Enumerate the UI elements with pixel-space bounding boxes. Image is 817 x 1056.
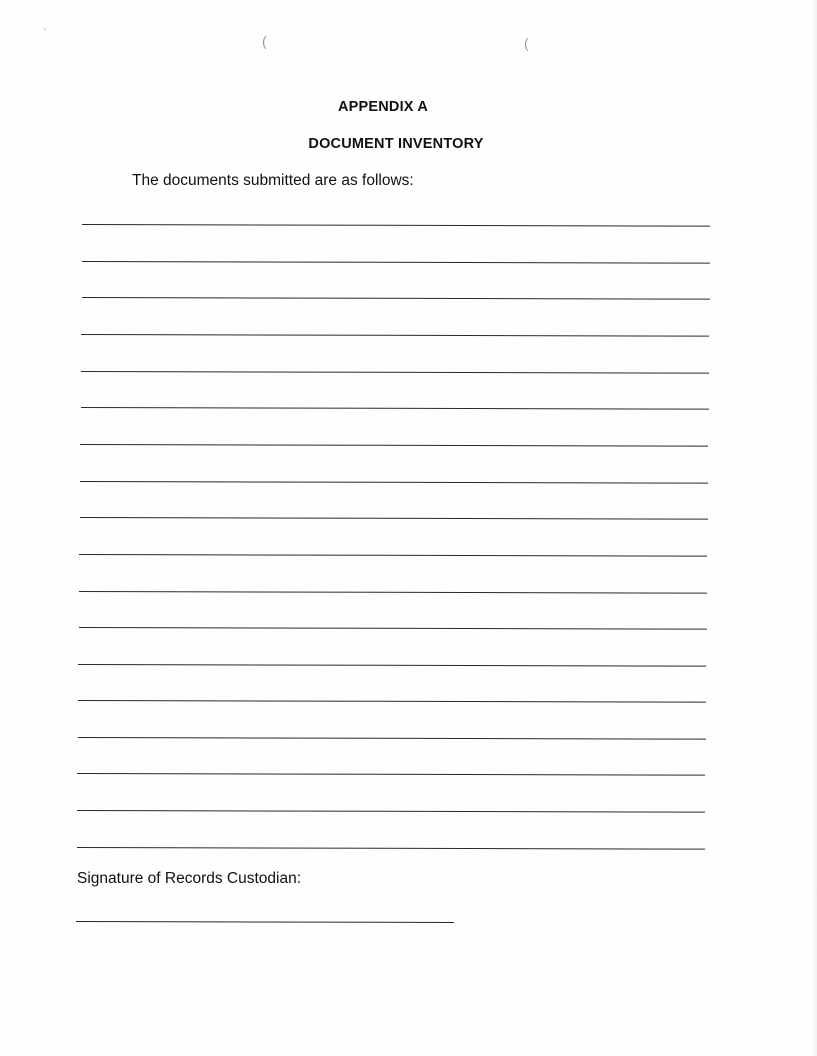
page-title: APPENDIX A [337,99,429,115]
inventory-line[interactable] [80,481,708,484]
scan-mark: ( [524,35,529,51]
inventory-line[interactable] [79,627,707,630]
inventory-line[interactable] [82,261,710,264]
scan-mark: ( [262,33,267,49]
inventory-line[interactable] [78,700,706,703]
inventory-line[interactable] [79,554,707,557]
inventory-line[interactable] [81,334,709,337]
inventory-line[interactable] [79,591,707,594]
inventory-line[interactable] [78,664,706,667]
inventory-line[interactable] [77,810,705,813]
signature-label: Signature of Records Custodian: [77,870,302,887]
inventory-line[interactable] [80,444,708,447]
inventory-line[interactable] [81,371,709,374]
inventory-line[interactable] [81,407,709,410]
page-edge [811,0,817,1056]
inventory-line[interactable] [77,847,705,850]
intro-text: The documents submitted are as follows: [132,172,414,189]
page-subtitle: DOCUMENT INVENTORY [308,136,484,152]
inventory-line[interactable] [78,737,706,740]
inventory-line[interactable] [82,224,710,227]
inventory-line[interactable] [82,297,710,300]
scan-mark: ' [44,27,46,37]
inventory-line[interactable] [80,517,708,520]
inventory-line[interactable] [77,773,705,776]
signature-line[interactable] [76,921,454,923]
